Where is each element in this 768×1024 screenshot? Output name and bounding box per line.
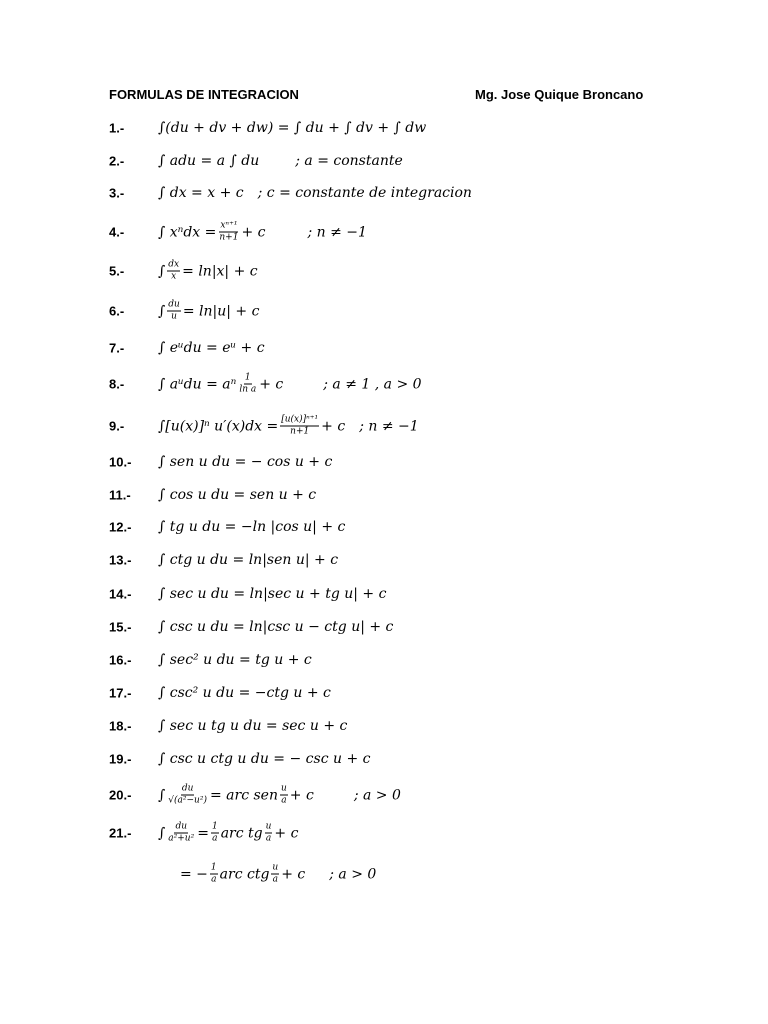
fraction-numerator: u [272,862,279,873]
formula-text: = arc sen [209,787,278,803]
formula-expression [158,519,345,535]
fraction-denominator: a²+u² [168,833,195,844]
formula-number: 16.- [109,652,132,668]
formula-text: + c [321,418,346,434]
fraction [218,221,239,244]
formula-text: ∫(du + dv + dw) = ∫ du + ∫ dv + ∫ dw [158,120,427,136]
formula-expression [158,120,426,136]
fraction-numerator: du [175,821,188,832]
formula-text: ∫ ctg u du = ln|sen u| + c [158,552,339,568]
formula-text: ∫ [158,263,166,279]
formula-text: ∫ sec u du = ln|sec u + tg u| + c [158,586,387,602]
formula-number: 4.- [109,224,125,240]
formula-expression [158,153,403,169]
formula-row [0,859,768,889]
formula-text: ∫ csc u du = ln|csc u − ctg u| + c [158,619,394,635]
fraction [210,863,218,886]
fraction-denominator: ln a [239,384,257,395]
formula-text: ∫ [158,825,166,841]
formula-expression [158,685,331,701]
formula-text: ; n ≠ −1 [359,418,419,434]
fraction [280,784,288,807]
fraction-denominator: x [171,271,177,282]
formula-text: ∫ sec u tg u du = sec u + c [158,718,348,734]
formula-text: ∫ csc u ctg u du = − csc u + c [158,751,371,767]
formula-text: = ln|x| + c [182,263,258,279]
formula-number: 5.- [109,263,125,279]
formula-text: arc tg [220,825,263,841]
formula-expression [158,221,367,244]
fraction [167,300,181,323]
formula-row [0,178,768,208]
fraction-denominator: u [171,311,177,322]
formula-number: 12.- [109,519,132,535]
formula-expression [158,718,347,734]
formula-text: ∫ adu = a ∫ du [158,153,260,169]
fraction-denominator: a [265,833,272,844]
formula-expression [158,552,338,568]
formula-expression [158,619,393,635]
formula-text: + c [274,825,299,841]
formula-number: 21.- [109,825,132,841]
formula-row [0,113,768,143]
fraction-denominator: a [211,874,217,885]
fraction-numerator: 1 [244,372,251,383]
formula-expression [158,260,258,283]
formula-text: arc ctg [219,866,270,882]
formula-text: + c [259,376,284,392]
formula-row [0,780,768,810]
fraction-numerator: du [181,783,194,794]
formula-row [0,411,768,441]
formula-expression [158,373,422,396]
formula-row [0,744,768,774]
formula-text: ; n ≠ −1 [307,224,367,240]
formula-row [0,512,768,542]
formula-expression [158,822,298,845]
formula-expression [158,751,370,767]
fraction-numerator: dx [168,259,180,270]
fraction-denominator: √(a²−u²) [168,795,207,806]
formula-number: 19.- [109,751,132,767]
formula-row [0,545,768,575]
fraction [167,260,180,283]
formula-text: ; c = constante de integracion [257,185,472,201]
formula-text: ∫ tg u du = −ln |cos u| + c [158,519,346,535]
formula-expression [158,652,312,668]
formula-row [0,612,768,642]
fraction-denominator: n+1 [290,426,310,437]
fraction-numerator: 1 [210,862,217,873]
formula-text: ∫ csc² u du = −ctg u + c [158,685,331,701]
fraction-denominator: a [212,833,218,844]
formula-number: 11.- [109,487,131,503]
formula-text: ∫ dx = x + c [158,185,244,201]
fraction [167,822,195,845]
formula-number: 17.- [109,685,132,701]
fraction [280,415,319,438]
fraction-denominator: a [281,795,287,806]
formula-expression [158,300,259,323]
fraction-numerator: 1 [211,821,218,832]
formula-number: 15.- [109,619,132,635]
formula-text: ; a > 0 [353,787,401,803]
fraction [167,784,208,807]
formula-text: ; a = constante [295,153,403,169]
formula-expression [158,340,265,356]
formula-text: ∫ cos u du = sen u + c [158,487,317,503]
formula-row [0,369,768,399]
fraction [271,863,279,886]
formula-row [0,256,768,286]
fraction-numerator: u [265,821,272,832]
formula-number: 14.- [109,586,132,602]
fraction-numerator: xⁿ⁺¹ [220,220,238,231]
formula-number: 8.- [109,376,125,392]
formula-number: 13.- [109,552,132,568]
fraction-numerator: [u(x)]ⁿ⁺¹ [281,414,319,425]
formula-number: 3.- [109,185,125,201]
fraction-numerator: u [280,783,287,794]
formula-text: ∫ aᵘdu = aⁿ [158,376,237,392]
formula-number: 18.- [109,718,132,734]
formula-number: 20.- [109,787,132,803]
formula-row [0,645,768,675]
fraction-numerator: du [168,299,180,310]
formula-row [0,296,768,326]
formula-expression [158,454,332,470]
formula-text: ; a ≠ 1 , a > 0 [323,376,422,392]
formula-text: = ln|u| + c [182,303,260,319]
formula-text: + c [241,224,266,240]
fraction-denominator: a [272,874,278,885]
formula-row [0,146,768,176]
formula-expression [158,784,401,807]
formula-text: = − [180,866,208,882]
formula-text: ; a > 0 [329,866,377,882]
formula-text: + c [281,866,306,882]
formula-row [0,818,768,848]
formula-text: ∫ sen u du = − cos u + c [158,454,333,470]
formula-row [0,711,768,741]
fraction [238,373,257,396]
formula-expression [158,415,419,438]
formula-expression [158,487,316,503]
formula-expression [158,185,472,201]
formula-text: ∫ [158,303,166,319]
formula-text: ∫ sec² u du = tg u + c [158,652,312,668]
formula-row [0,480,768,510]
formula-row [0,217,768,247]
formula-text: ∫ eᵘdu = eᵘ + c [158,340,265,356]
formula-text: ∫ xⁿdx = [158,224,217,240]
formula-expression [180,863,376,886]
fraction [265,822,273,845]
formula-expression [158,586,386,602]
fraction [211,822,219,845]
formula-number: 1.- [109,120,125,136]
formula-row [0,678,768,708]
formula-row [0,333,768,363]
formula-text: = [197,825,209,841]
formula-text: ∫[u(x)]ⁿ u′(x)dx = [158,418,279,434]
formula-row [0,447,768,477]
formula-number: 7.- [109,340,125,356]
formula-number: 2.- [109,153,125,169]
formula-text: ∫ [158,787,166,803]
formula-text: + c [289,787,314,803]
document-title: FORMULAS DE INTEGRACION [109,87,299,102]
author-name: Mg. Jose Quique Broncano [475,87,644,102]
formula-number: 6.- [109,303,125,319]
formula-number: 9.- [109,418,125,434]
fraction-denominator: n+1 [219,232,239,243]
formula-number: 10.- [109,454,132,470]
formula-row [0,579,768,609]
